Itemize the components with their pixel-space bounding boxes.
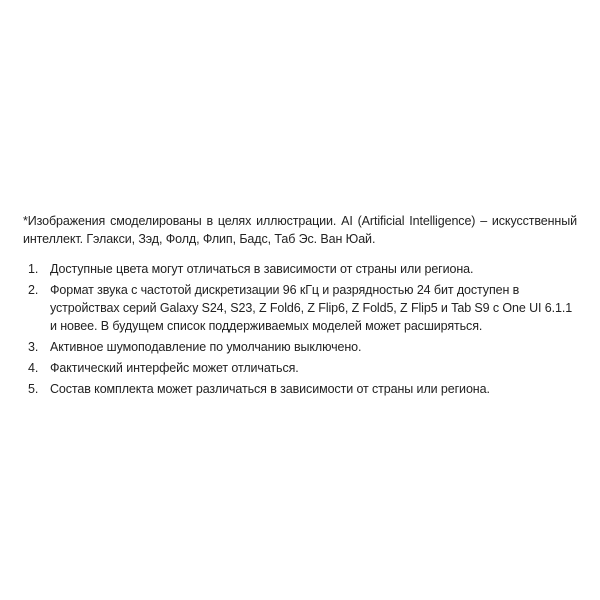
footnote-item <box>23 281 577 335</box>
footnote-item <box>23 260 577 278</box>
footnote-text: Состав комплекта может различаться в зависимости от страны или региона. <box>50 382 490 396</box>
footnote-list <box>23 260 577 398</box>
footnote-item <box>23 380 577 398</box>
footnote-text: Доступные цвета могут отличаться в зависимости от страны или региона. <box>50 262 474 276</box>
footnote-number: 2. <box>28 283 39 297</box>
footnote-number: 5. <box>28 382 39 396</box>
footnote-text: Активное шумоподавление по умолчанию выключено. <box>50 340 362 354</box>
footnote-text: Фактический интерфейс может отличаться. <box>50 361 299 375</box>
footnote-number: 4. <box>28 361 39 375</box>
footnote-text: Формат звука с частотой дискретизации 96 кГц и разрядностью 24 бит доступен в устройствах серий Galaxy S24, S23, Z Fold6, Z Flip6, Z Fold5, Z Flip5 и Tab S9 с One UI 6.1.1 и новее. В будущем список поддерживаемых моделей может расширяться. <box>50 283 573 333</box>
footnote-item <box>23 338 577 356</box>
footnote-number: 3. <box>28 340 39 354</box>
disclaimer-block <box>23 212 577 401</box>
footnote-number: 1. <box>28 262 39 276</box>
disclaimer-intro: *Изображения смоделированы в целях иллюстрации. AI (Artificial Intelligence) – искусственный интеллект. Гэлакси, Зэд, Фолд, Флип, Бадс, Таб Эс. Ван Юай. <box>23 214 577 246</box>
footnote-item <box>23 359 577 377</box>
